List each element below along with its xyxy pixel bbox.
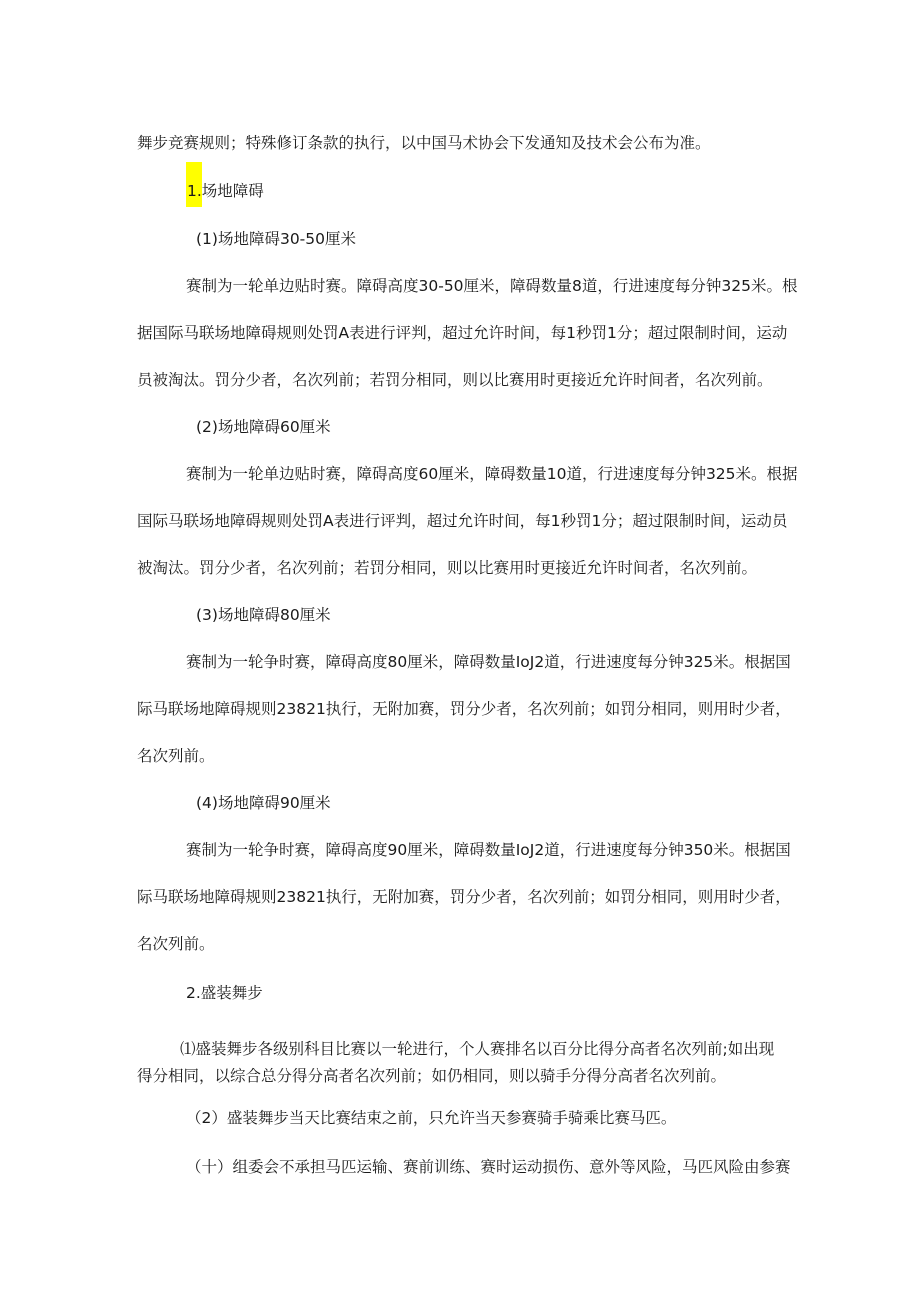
item1-line1: 赛制为一轮单边贴时赛。障碍高度30-50厘米，障碍数量8道，行进速度每分钟325米。根: [186, 277, 798, 295]
item4-line1: 赛制为一轮争时赛，障碍高度90厘米，障碍数量IoJ2道，行进速度每分钟350米。根据国: [186, 841, 791, 859]
item2-line1: 赛制为一轮单边贴时赛，障碍高度60厘米，障碍数量10道，行进速度每分钟325米。根据: [186, 465, 798, 483]
item2-heading: (2)场地障碍60厘米: [196, 418, 331, 436]
dressage-item2: （2）盛装舞步当天比赛结束之前，只允许当天参赛骑手骑乘比赛马匹。: [186, 1109, 677, 1127]
dressage-item1-line2: 得分相同，以综合总分得分高者名次列前；如仍相同，则以骑手分得分高者名次列前。: [137, 1067, 727, 1085]
item1-line2: 据国际马联场地障碍规则处罚A表进行评判，超过允许时间，每1秒罚1分；超过限制时间，运动: [137, 324, 788, 342]
section2-title: 2.盛装舞步: [186, 984, 263, 1002]
intro-paragraph: 舞步竞赛规则；特殊修订条款的执行，以中国马术协会下发通知及技术会公布为准。: [137, 134, 711, 152]
item1-heading: (1)场地障碍30-50厘米: [196, 230, 356, 248]
item4-line2: 际马联场地障碍规则23821执行，无附加赛，罚分少者，名次列前；如罚分相同，则用时少者，: [137, 888, 791, 906]
item4-line3: 名次列前。: [137, 935, 215, 953]
item2-line2: 国际马联场地障碍规则处罚A表进行评判，超过允许时间，每1秒罚1分；超过限制时间，运动员: [137, 512, 788, 530]
item3-line2: 际马联场地障碍规则23821执行，无附加赛，罚分少者，名次列前；如罚分相同，则用时少者，: [137, 700, 791, 718]
item3-line3: 名次列前。: [137, 747, 215, 765]
item4-heading: (4)场地障碍90厘米: [196, 794, 331, 812]
item3-heading: (3)场地障碍80厘米: [196, 606, 331, 624]
item1-line3: 员被淘汰。罚分少者，名次列前；若罚分相同，则以比赛用时更接近允许时间者，名次列前。: [137, 371, 773, 389]
dressage-item1-line1: ⑴盛装舞步各级别科目比赛以一轮进行，个人赛排名以百分比得分高者名次列前;如出现: [180, 1040, 775, 1058]
section1-title: 1.场地障碍: [187, 182, 264, 200]
item3-line1: 赛制为一轮争时赛，障碍高度80厘米，障碍数量IoJ2道，行进速度每分钟325米。根据国: [186, 653, 791, 671]
section10-paragraph: （十）组委会不承担马匹运输、赛前训练、赛时运动损伤、意外等风险，马匹风险由参赛: [186, 1158, 791, 1176]
item2-line3: 被淘汰。罚分少者，名次列前；若罚分相同，则以比赛用时更接近允许时间者，名次列前。: [137, 559, 758, 577]
